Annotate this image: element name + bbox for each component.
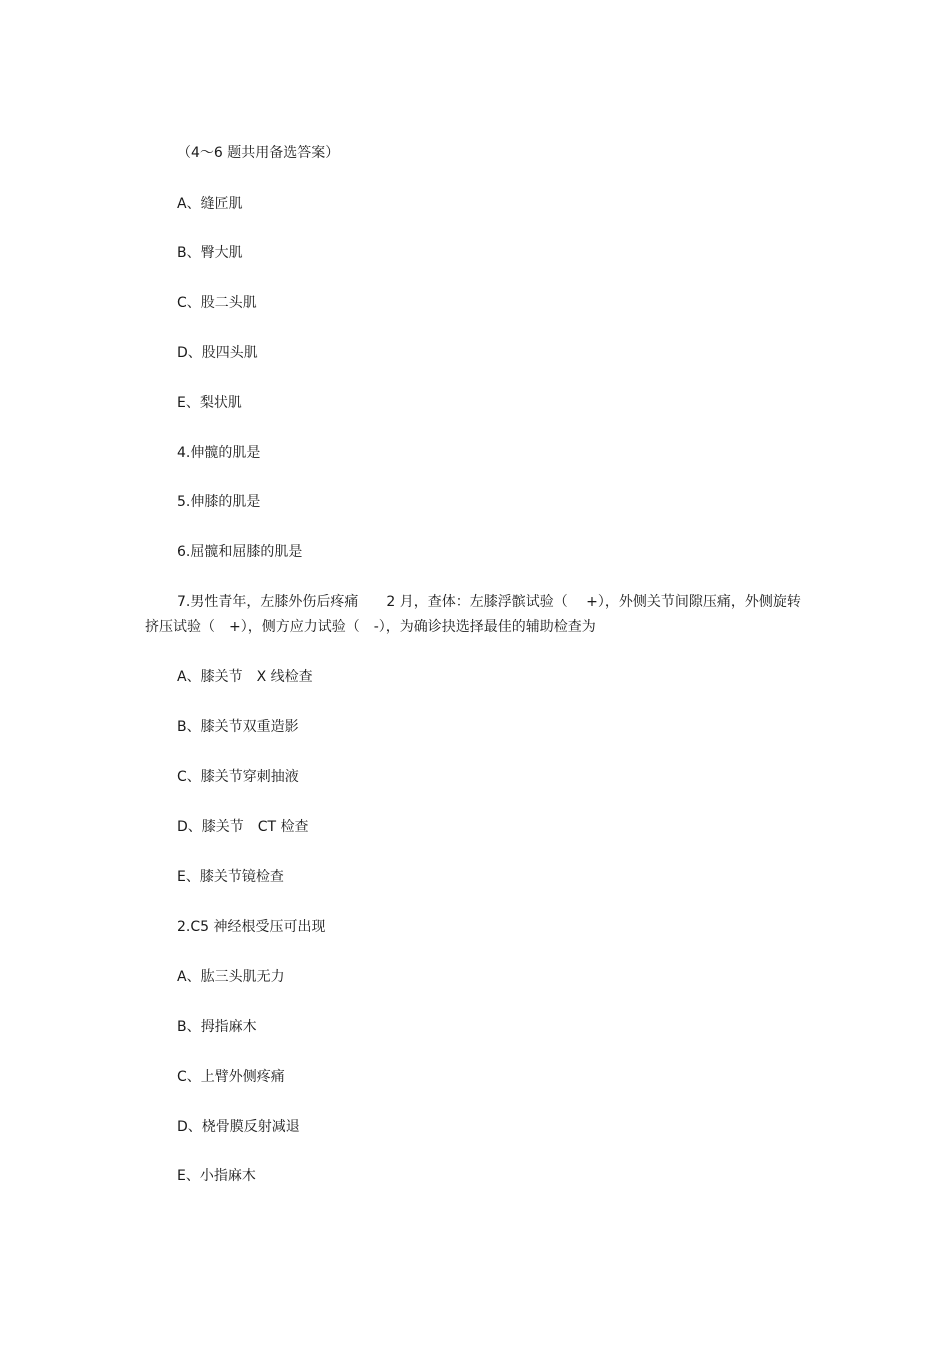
q7-option-c: C、膝关节穿刺抽液 [177,769,299,785]
group-heading: （4～6 题共用备选答案） [177,145,340,161]
question-6: 6.屈髋和屈膝的肌是 [177,544,303,560]
q7-option-e: E、膝关节镜检查 [177,869,284,885]
question-4: 4.伸髋的肌是 [177,445,261,461]
question-2-stem: 2.C5 神经根受压可出现 [177,919,326,935]
q7-option-a: A、膝关节 X 线检查 [177,669,313,685]
q2-option-e: E、小指麻木 [177,1168,256,1184]
q2-option-b: B、拇指麻木 [177,1019,257,1035]
option-c: C、股二头肌 [177,295,257,311]
q2-option-d: D、桡骨膜反射减退 [177,1119,300,1135]
question-5: 5.伸膝的肌是 [177,494,261,510]
option-d: D、股四头肌 [177,345,258,361]
option-e: E、梨状肌 [177,395,242,411]
option-a: A、缝匠肌 [177,196,243,212]
option-b: B、臀大肌 [177,245,243,261]
q7-option-d: D、膝关节 CT 检查 [177,819,309,835]
q2-option-a: A、肱三头肌无力 [177,969,285,985]
question-7-stem: 7.男性青年，左膝外伤后疼痛 2 月，查体：左膝浮髌试验（ +），外侧关节间隙压痛，外侧旋转挤压试验（ +），侧方应力试验（ -），为确诊抉选择最佳的辅助检查为 [145,594,801,635]
q2-option-c: C、上臂外侧疼痛 [177,1069,285,1085]
q7-option-b: B、膝关节双重造影 [177,719,299,735]
